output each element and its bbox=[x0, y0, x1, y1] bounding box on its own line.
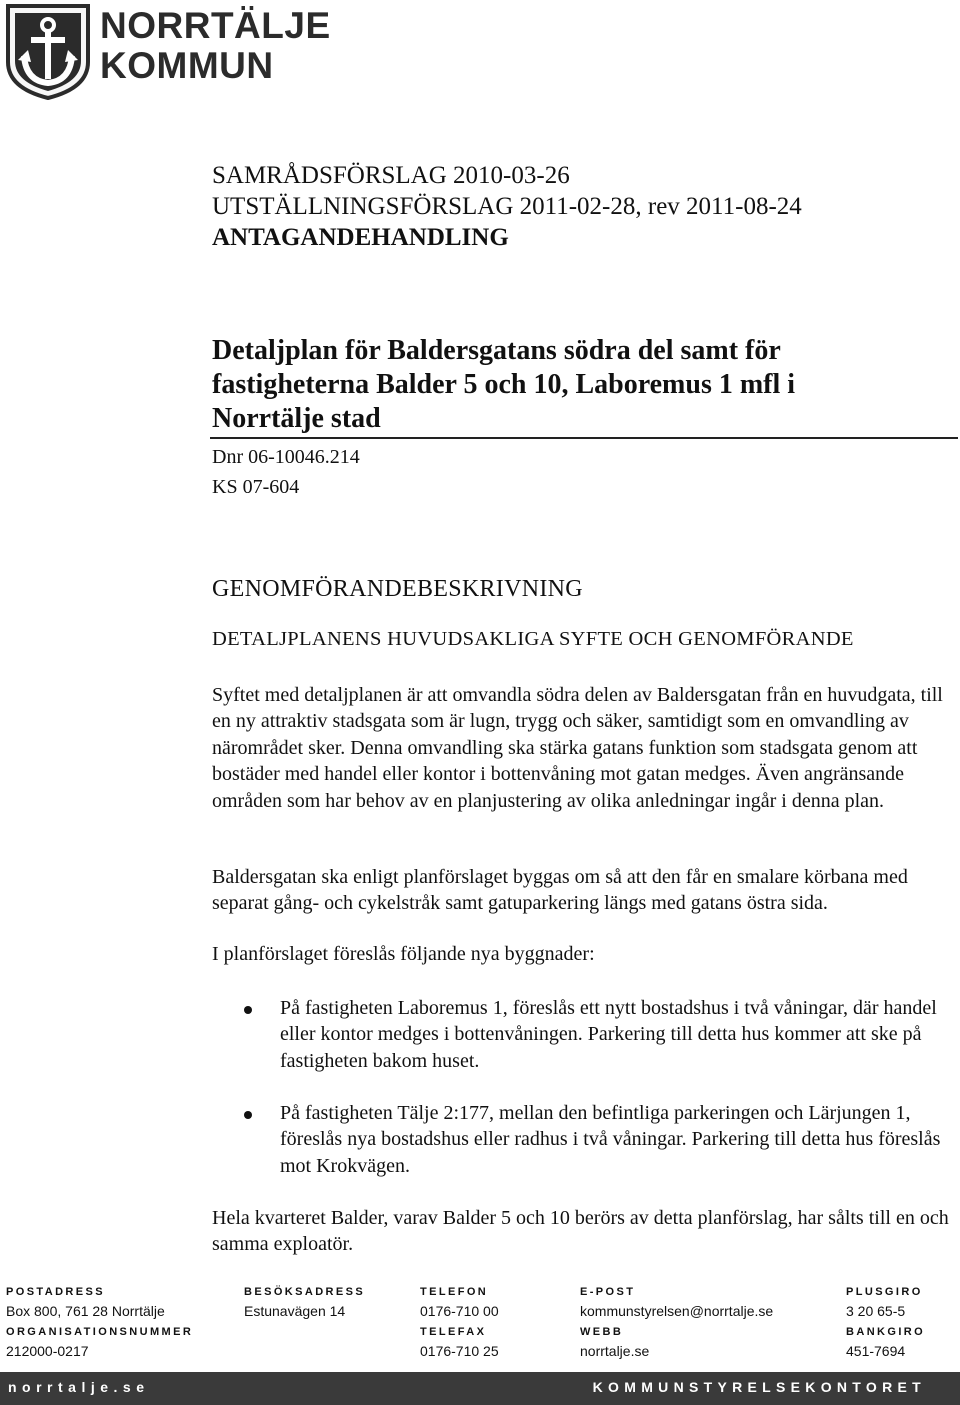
logo-line-2: KOMMUN bbox=[100, 45, 274, 86]
status-adoption: ANTAGANDEHANDLING bbox=[212, 224, 509, 251]
webb-value: norrtalje.se bbox=[580, 1343, 650, 1359]
telefon-value: 0176-710 00 bbox=[420, 1303, 499, 1319]
footer-col-phone bbox=[420, 1284, 499, 1362]
status-exhibition: UTSTÄLLNINGSFÖRSLAG 2011-02-28, rev 2011-08-24 bbox=[212, 193, 802, 220]
document-status bbox=[212, 160, 802, 253]
telefax-value: 0176-710 25 bbox=[420, 1343, 499, 1359]
logo-line-1: NORRTÄLJE bbox=[100, 5, 331, 46]
section-heading: DETALJPLANENS HUVUDSAKLIGA SYFTE OCH GENOMFÖRANDE bbox=[212, 628, 854, 650]
office-label: KOMMUNSTYRELSEKONTORET bbox=[592, 1379, 926, 1395]
postadress-value: Box 800, 761 28 Norrtälje bbox=[6, 1303, 165, 1319]
paragraph-street: Baldersgatan ska enligt planförslaget byggas om så att den får en smalare körbana med separat gång- och cykelstråk samt gatuparkering längs med gatans östra sida. bbox=[212, 866, 908, 915]
paragraph-purpose: Syftet med detaljplanen är att omvandla södra delen av Baldersgatan från en huvudgata, till en ny attraktiv stadsgata som är lugn, trygg och säker, samtidigt som en omvandling av närområdet sker. Denna omvandling ska stärka gatans funktion som stadsgata genom att bostäder med handel eller kontor i bottenvåning mot gatan medges. Även angränsande områden som har behov av en planjustering av olika anledningar ingår i denna plan. bbox=[212, 684, 943, 812]
plan-title: Detaljplan för Baldersgatans södra del samt för fastigheterna Balder 5 och 10, Laboremus 1 mfl i Norrtälje stad bbox=[212, 335, 796, 434]
ks-reference: KS 07-604 bbox=[212, 476, 300, 498]
postadress-label: POSTADRESS bbox=[6, 1286, 105, 1298]
webb-label: WEBB bbox=[580, 1326, 624, 1338]
besoksadress-value: Estunavägen 14 bbox=[244, 1303, 346, 1319]
reference-numbers bbox=[212, 442, 360, 502]
dnr-reference: Dnr 06-10046.214 bbox=[212, 446, 360, 468]
logo-wordmark bbox=[100, 6, 331, 86]
footer-col-web bbox=[580, 1284, 773, 1362]
bullet-icon bbox=[244, 1006, 252, 1014]
municipality-logo bbox=[4, 4, 331, 100]
footer-col-address bbox=[6, 1284, 193, 1362]
telefon-label: TELEFON bbox=[420, 1286, 489, 1298]
paragraph-exploiter: Hela kvarteret Balder, varav Balder 5 och 10 berörs av detta planförslag, har sålts till en och samma exploatör. bbox=[212, 1207, 949, 1256]
epost-value: kommunstyrelsen@norrtalje.se bbox=[580, 1303, 774, 1319]
plusgiro-label: PLUSGIRO bbox=[846, 1286, 923, 1298]
list-item-text: På fastigheten Laboremus 1, föreslås ett nytt bostadshus i två våningar, där handel eller kontor medges i bottenvåningen. Parkering till detta hus kommer att ske på fastigheten bakom huset. bbox=[280, 997, 937, 1072]
status-consultation: SAMRÅDSFÖRSLAG 2010-03-26 bbox=[212, 162, 570, 189]
anchor-shield-icon bbox=[4, 4, 92, 100]
telefax-label: TELEFAX bbox=[420, 1326, 487, 1338]
footer-col-giro bbox=[846, 1284, 925, 1362]
bullet-icon bbox=[244, 1111, 252, 1119]
paragraph-buildings-intro: I planförslaget föreslås följande nya byggnader: bbox=[212, 943, 595, 965]
website-label: norrtalje.se bbox=[8, 1379, 150, 1395]
bankgiro-value: 451-7694 bbox=[846, 1343, 906, 1359]
plusgiro-value: 3 20 65-5 bbox=[846, 1303, 906, 1319]
besoksadress-label: BESÖKSADRESS bbox=[244, 1286, 366, 1298]
list-item-text: På fastigheten Tälje 2:177, mellan den befintliga parkeringen och Lärjungen 1, föreslås nya bostadshus eller radhus i två våningar. Parkering till detta hus föreslås mot Krokvägen. bbox=[280, 1102, 941, 1177]
orgnr-label: ORGANISATIONSNUMMER bbox=[6, 1326, 194, 1338]
document-heading: GENOMFÖRANDEBESKRIVNING bbox=[212, 576, 583, 602]
footer-bar bbox=[0, 1372, 960, 1405]
orgnr-value: 212000-0217 bbox=[6, 1343, 89, 1359]
bankgiro-label: BANKGIRO bbox=[846, 1326, 926, 1338]
title-divider bbox=[210, 437, 958, 439]
epost-label: E-POST bbox=[580, 1286, 636, 1298]
footer-col-visit bbox=[244, 1284, 365, 1322]
